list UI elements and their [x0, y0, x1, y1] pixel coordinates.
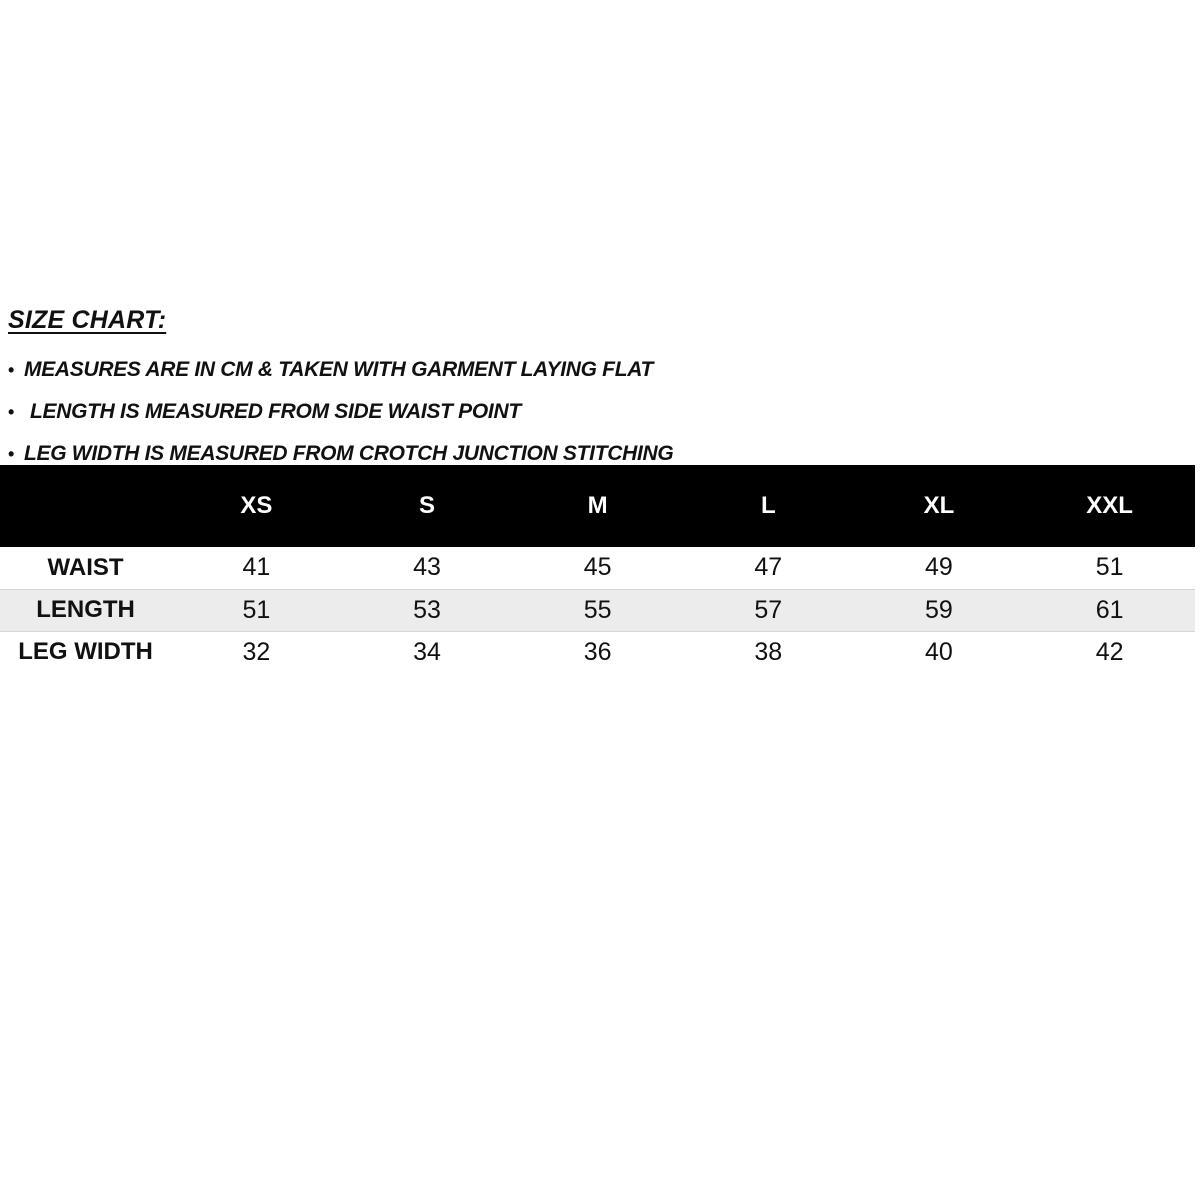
table-cell: 41: [242, 553, 271, 582]
row-label: LENGTH: [36, 596, 135, 623]
table-cell: 55: [583, 595, 612, 624]
table-cell: 49: [925, 553, 953, 582]
measurement-notes: [8, 349, 768, 475]
table-row-waist: [0, 547, 1195, 589]
header-cell-m: M: [587, 492, 608, 519]
table-cell: 32: [242, 637, 271, 666]
table-cell: 42: [1095, 637, 1124, 666]
bullet-icon: •: [8, 359, 15, 380]
bullet-icon: •: [8, 401, 15, 422]
note-text: LEG WIDTH IS MEASURED FROM CROTCH JUNCTION STITCHING: [24, 442, 674, 465]
header-cell-xl: XL: [923, 492, 955, 519]
header-cell-xxl: XXL: [1086, 492, 1133, 519]
note-item: [8, 349, 768, 391]
table-cell: 51: [242, 595, 271, 624]
table-row-leg-width: [0, 631, 1195, 673]
table-cell: 59: [925, 595, 953, 624]
row-label: WAIST: [47, 553, 124, 581]
note-item: [8, 391, 768, 433]
table-header-row: [0, 465, 1195, 547]
size-table: [0, 465, 1195, 673]
table-row-length: [0, 589, 1195, 631]
table-cell: 61: [1095, 595, 1124, 624]
row-label: LEG WIDTH: [18, 638, 153, 666]
header-cell-xs: XS: [240, 492, 273, 519]
size-chart-title: SIZE CHART:: [8, 306, 167, 334]
bullet-icon: •: [8, 443, 15, 464]
header-cell-l: L: [760, 492, 776, 519]
table-cell: 36: [583, 637, 612, 666]
table-cell: 57: [754, 595, 783, 624]
table-cell: 40: [925, 637, 953, 666]
table-cell: 43: [413, 553, 441, 582]
header-cell-s: S: [419, 492, 436, 519]
table-cell: 47: [754, 553, 783, 582]
header-cell-empty: [0, 465, 171, 547]
table-cell: 53: [413, 595, 441, 624]
table-cell: 45: [583, 553, 612, 582]
note-text: MEASURES ARE IN CM & TAKEN WITH GARMENT LAYING FLAT: [24, 358, 654, 381]
note-text: LENGTH IS MEASURED FROM SIDE WAIST POINT: [30, 400, 521, 423]
table-cell: 51: [1095, 553, 1124, 582]
table-cell: 34: [413, 637, 441, 666]
table-cell: 38: [754, 637, 783, 666]
